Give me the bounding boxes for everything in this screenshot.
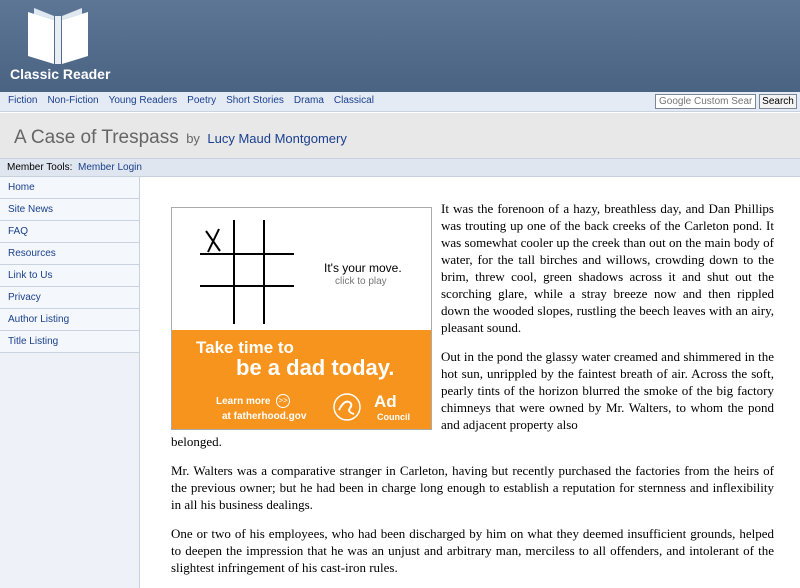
nav-poetry[interactable]: Poetry [187, 95, 217, 106]
ad-council-text-b: Council [377, 412, 410, 422]
ad-headline-1: Take time to [196, 338, 294, 357]
sidebar-item-site-news[interactable]: Site News [0, 199, 139, 221]
double-arrow-icon[interactable]: >> [276, 394, 290, 408]
nav-fiction[interactable]: Fiction [8, 95, 38, 106]
author-link[interactable]: Lucy Maud Montgomery [207, 131, 347, 146]
site-header [0, 0, 800, 92]
brand-name[interactable]: Classic Reader [10, 66, 111, 82]
story-content [171, 200, 774, 588]
ad-council-text-a: Ad [374, 392, 397, 411]
sidebar [0, 177, 140, 588]
sidebar-item-home[interactable]: Home [0, 177, 139, 199]
page-title: A Case of Trespass [14, 127, 179, 148]
ad-click-text[interactable]: click to play [335, 276, 387, 287]
story-paragraph-2-end: belonged. [171, 434, 222, 449]
by-label: by [186, 131, 200, 146]
nav-short-stories[interactable]: Short Stories [226, 95, 284, 106]
nav-young-readers[interactable]: Young Readers [108, 95, 178, 106]
sidebar-item-privacy[interactable]: Privacy [0, 287, 139, 309]
story-paragraph-1: It was the forenoon of a hazy, breathless day, and Dan Phillips was trouting up one of the back creeks of the Carleton pond. It was somewhat cooler up the creek than out on the main body of water, for the tall birches and willows, crowding down to the brim, threw cool, green shadows across it and shut out the scorching glare, while a stray breeze now and then rippled down the wooded slopes, rustling the beech leaves with an airy, pleasant sound. [441, 201, 774, 335]
title-band [0, 113, 800, 158]
member-tools-bar [0, 158, 800, 177]
nav-drama[interactable]: Drama [293, 95, 324, 106]
story-paragraph-4: One or two of his employees, who had been discharged by him on what they deemed insufficient grounds, helped to deepen the impression that he was an unjust and arbitrary man, merciless to all offenders, and intolerant of the slightest infringement of his cast-iron rules. [171, 526, 774, 575]
member-login-link[interactable]: Member Login [78, 162, 142, 173]
sidebar-item-author-listing[interactable]: Author Listing [0, 309, 139, 331]
member-tools-label: Member Tools: [7, 162, 73, 173]
sidebar-item-faq[interactable]: FAQ [0, 221, 139, 243]
ad-learn-more[interactable]: Learn more [216, 396, 271, 407]
sidebar-item-link-to-us[interactable]: Link to Us [0, 265, 139, 287]
story-paragraph-3: Mr. Walters was a comparative stranger in Carleton, having but recently purchased the factories from the heirs of the previous owner; but he had been in charge long enough to establish a reputation for sternness and inflexibility in all his business dealings. [171, 463, 774, 512]
nav-non-fiction[interactable]: Non-Fiction [47, 95, 99, 106]
open-book-icon[interactable] [26, 6, 90, 66]
search-button[interactable]: Search [759, 94, 797, 109]
sidebar-item-resources[interactable]: Resources [0, 243, 139, 265]
search-input[interactable] [655, 94, 756, 109]
ad-url[interactable]: at fatherhood.gov [222, 411, 307, 422]
ad-move-text: It's your move. [324, 261, 402, 275]
story-paragraph-2: Out in the pond the glassy water creamed and shimmered in the hot sun, unrippled by the faintest breath of air. Across the soft, pearly tints of the horizon blurred the smoke of the big factory chimneys that were owned by Mr. Walters, to whom the pond and adjacent property also [441, 349, 774, 432]
nav-classical[interactable]: Classical [333, 95, 374, 106]
ad-headline-2: be a dad today. [236, 355, 395, 380]
sidebar-item-title-listing[interactable]: Title Listing [0, 331, 139, 353]
